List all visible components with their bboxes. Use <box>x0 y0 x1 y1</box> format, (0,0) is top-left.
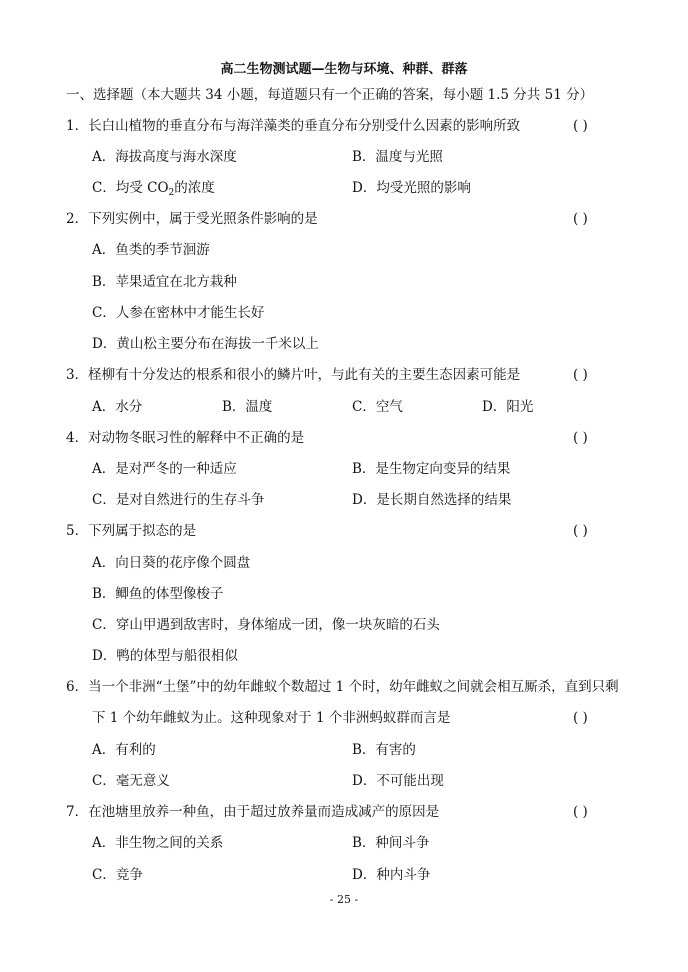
question-1-option-b: B．温度与光照 <box>352 149 443 165</box>
question-6-answer-paren: ( ) <box>573 710 588 726</box>
question-2-answer-paren: ( ) <box>573 211 588 227</box>
page-number: - 25 - <box>329 893 359 906</box>
question-7-stem: 7．在池塘里放养一种鱼，由于超过放养量而造成减产的原因是 <box>66 804 440 820</box>
question-4-option-b: B．是生物定向变异的结果 <box>352 461 511 477</box>
question-3-option-c: C．空气 <box>352 399 403 415</box>
question-1-stem: 1．长白山植物的垂直分布与海洋藻类的垂直分布分别受什么因素的影响所致 <box>66 118 521 134</box>
question-5-option-b: B．鲫鱼的体型像梭子 <box>92 586 224 602</box>
question-6-option-a: A．有利的 <box>92 742 156 758</box>
question-2-option-d: D．黄山松主要分布在海拔一千米以上 <box>92 336 319 352</box>
question-5-answer-paren: ( ) <box>573 523 588 539</box>
question-6-stem: 6．当一个非洲“土堡”中的幼年雌蚁个数超过 1 个时，幼年雌蚁之间就会相互厮杀，直到只剩 <box>66 679 619 695</box>
question-4-stem: 4．对动物冬眠习性的解释中不正确的是 <box>66 430 305 446</box>
question-2-option-a: A．鱼类的季节洄游 <box>92 242 210 258</box>
question-4-option-c: C．是对自然进行的生存斗争 <box>92 492 265 508</box>
question-5-stem: 5．下列属于拟态的是 <box>66 523 197 539</box>
question-4-answer-paren: ( ) <box>573 430 588 446</box>
question-3-answer-paren: ( ) <box>573 367 588 383</box>
question-2-option-c: C．人参在密林中才能生长好 <box>92 305 265 321</box>
question-7-option-b: B．种间斗争 <box>352 835 430 851</box>
question-7-option-c: C．竞争 <box>92 867 143 883</box>
question-6-option-d: D．不可能出现 <box>352 773 444 789</box>
question-5-option-c: C．穿山甲遇到敌害时，身体缩成一团，像一块灰暗的石头 <box>92 617 440 633</box>
question-1-option-a: A．海拔高度与海水深度 <box>92 149 237 165</box>
question-5-option-a: A．向日葵的花序像个圆盘 <box>92 555 251 571</box>
question-2-option-b: B．苹果适宜在北方栽种 <box>92 274 237 290</box>
question-1-option-c: C．均受 $CO_2$的浓度 <box>92 180 215 198</box>
question-1-answer-paren: ( ) <box>573 118 588 134</box>
question-7-option-a: A．非生物之间的关系 <box>92 835 224 851</box>
question-7-option-d: D．种内斗争 <box>352 867 431 883</box>
question-6-option-c: C．毫无意义 <box>92 773 170 789</box>
question-4-option-d: D．是长期自然选择的结果 <box>352 492 512 508</box>
question-6-stem-continued: 下 1 个幼年雌蚁为止。这种现象对于 1 个非洲蚂蚁群而言是 <box>92 710 451 726</box>
question-3-option-d: D．阳光 <box>482 399 534 415</box>
question-3-stem: 3．柽柳有十分发达的根系和很小的鳞片叶，与此有关的主要生态因素可能是 <box>66 367 521 383</box>
question-4-option-a: A．是对严冬的一种适应 <box>92 461 237 477</box>
question-2-stem: 2．下列实例中，属于受光照条件影响的是 <box>66 211 318 227</box>
section-heading: 一、选择题（本大题共 34 小题，每道题只有一个正确的答案，每小题 1.5 分共 51 分） <box>66 87 594 103</box>
question-7-answer-paren: ( ) <box>573 804 588 820</box>
page-title: 高二生物测试题—生物与环境、种群、群落 <box>220 62 468 77</box>
question-6-option-b: B．有害的 <box>352 742 416 758</box>
question-3-option-b: B．温度 <box>222 399 273 415</box>
question-1-option-d: D．均受光照的影响 <box>352 180 471 196</box>
question-5-option-d: D．鸭的体型与船很相似 <box>92 648 238 664</box>
question-3-option-a: A．水分 <box>92 399 143 415</box>
